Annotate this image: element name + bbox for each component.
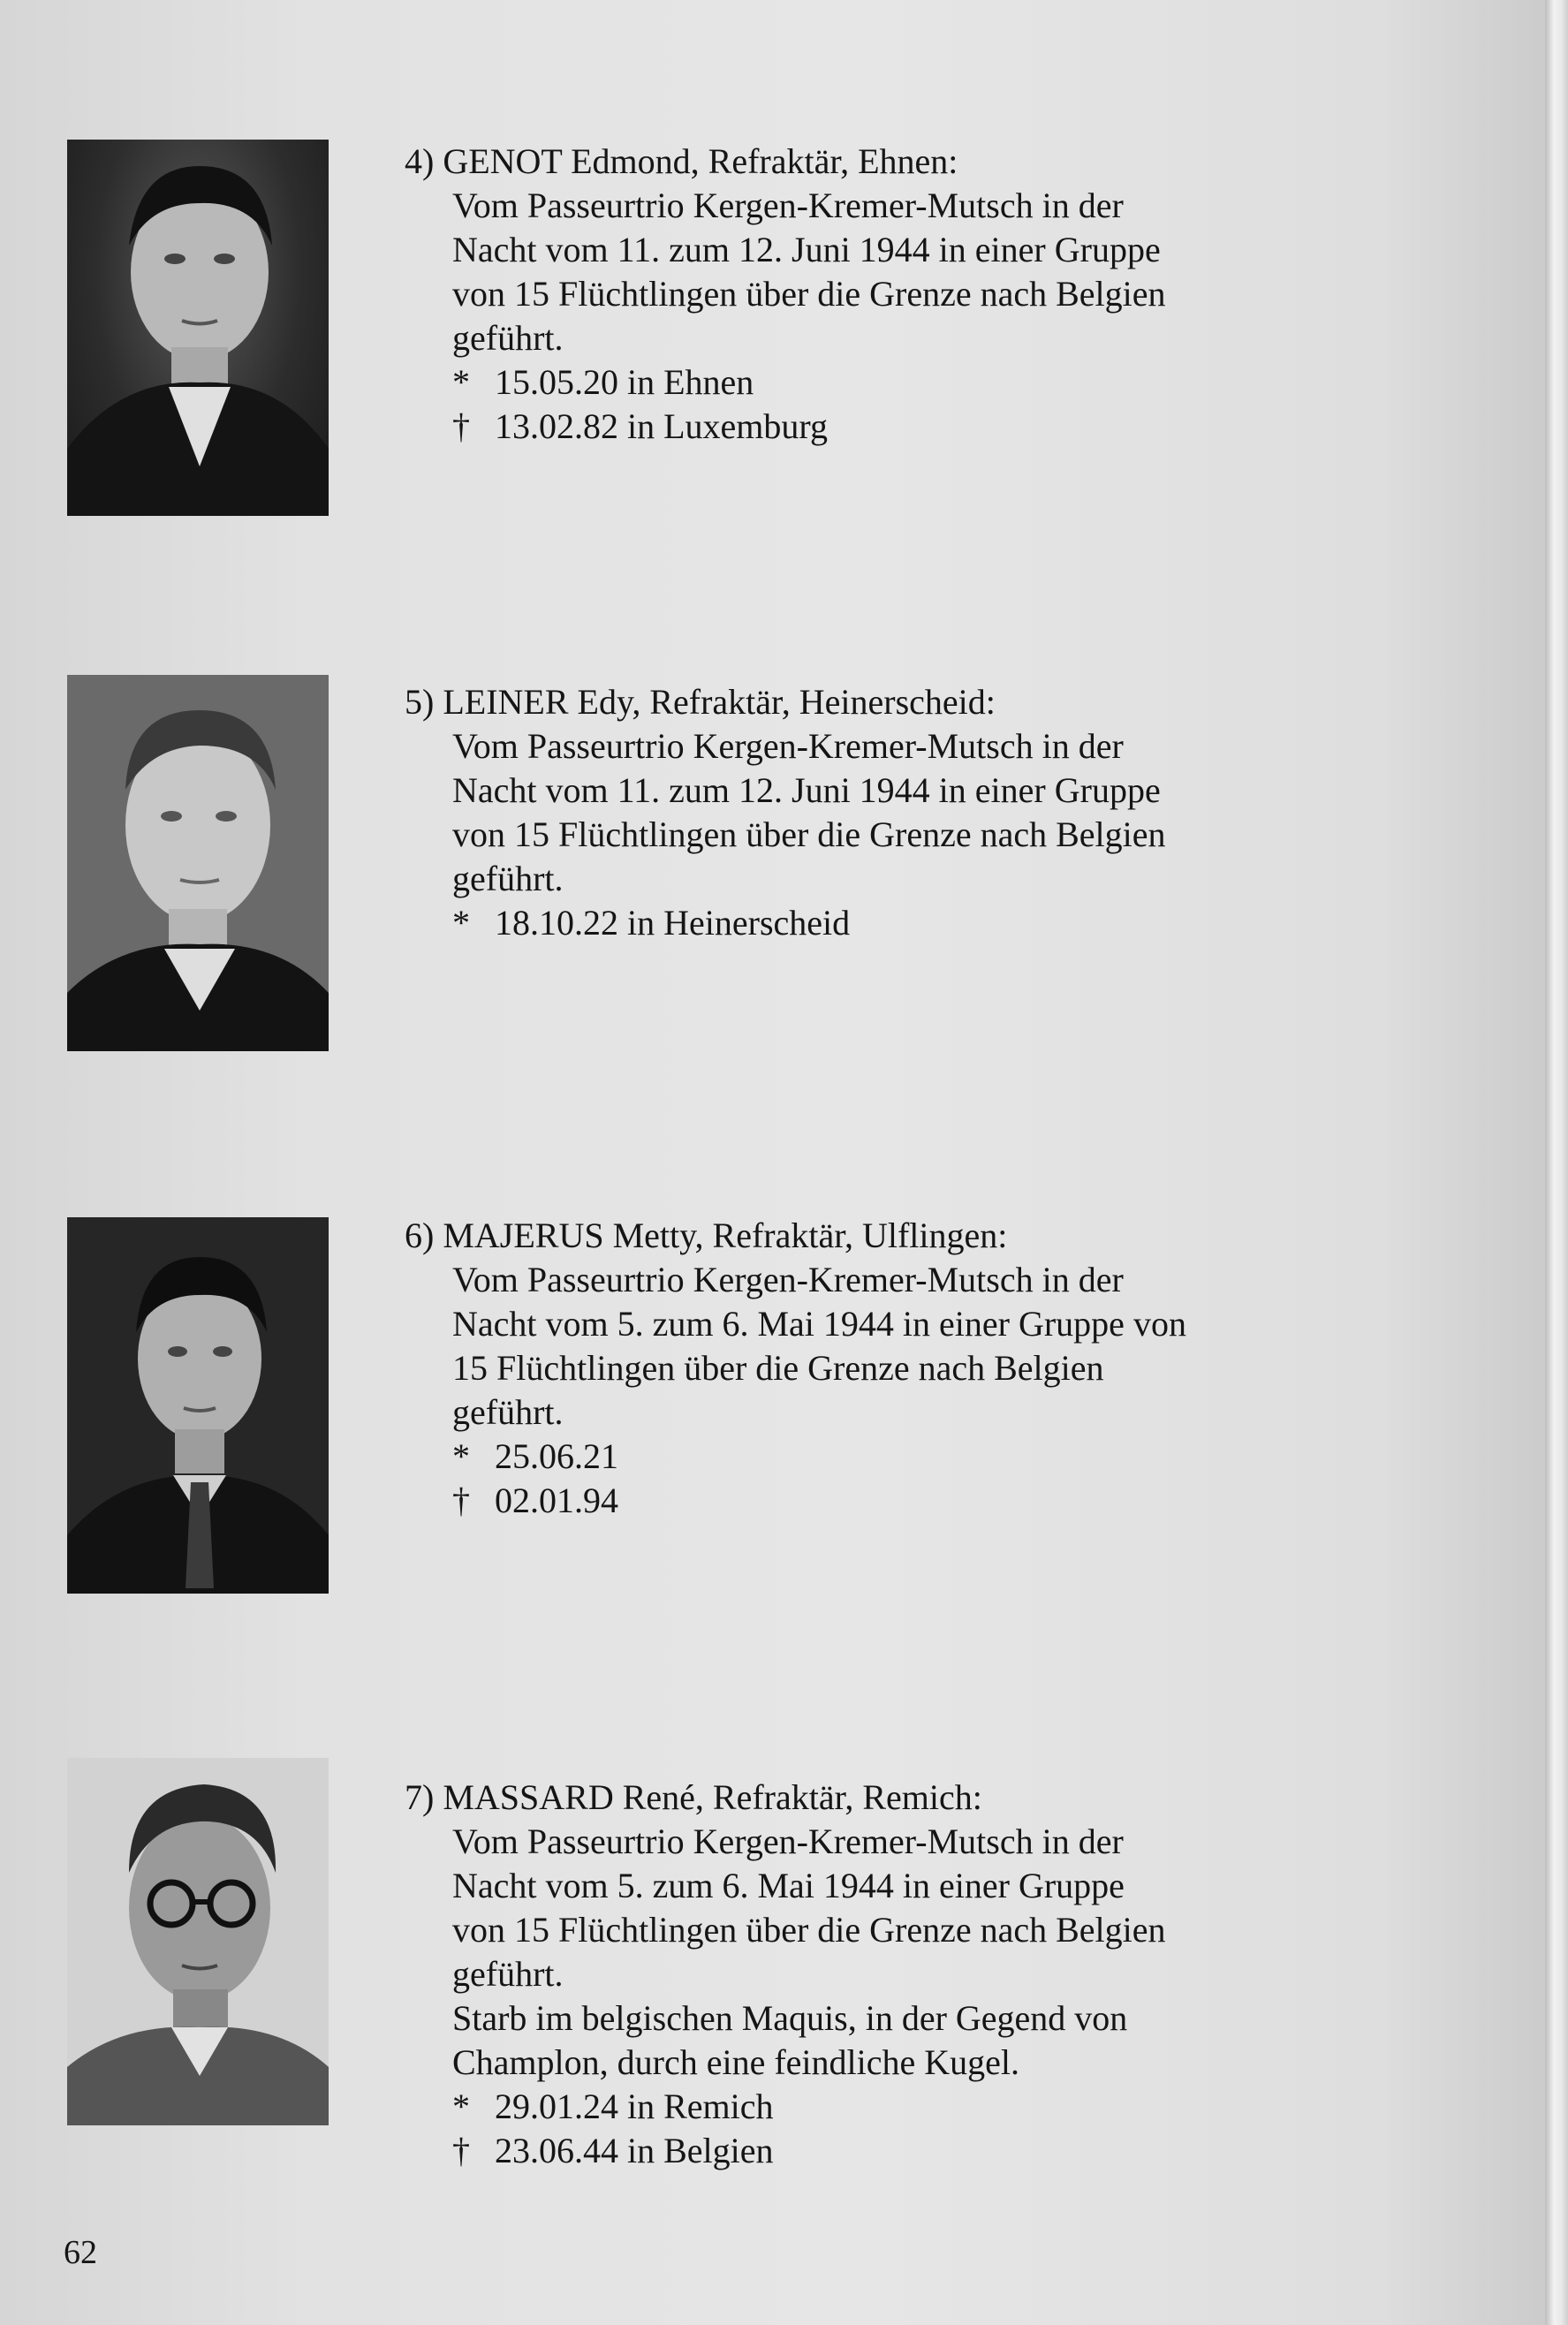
birth-date: 15.05.20 in Ehnen xyxy=(495,362,754,402)
entry-body-line: Vom Passeurtrio Kergen-Kremer-Mutsch in der xyxy=(452,726,1124,766)
death-symbol: † xyxy=(452,406,470,446)
birth-line xyxy=(405,901,1376,945)
entry-body-line: geführt. xyxy=(452,1954,564,1994)
entry-body-line: 15 Flüchtlingen über die Grenze nach Belgien xyxy=(452,1348,1104,1388)
entry-body-line: Vom Passeurtrio Kergen-Kremer-Mutsch in der xyxy=(452,186,1124,225)
portrait-photo-genot xyxy=(67,140,329,516)
portrait-image xyxy=(67,1758,329,2125)
entry-body-line: Starb im belgischen Maquis, in der Gegend von xyxy=(452,1998,1128,2038)
entry-body-line: von 15 Flüchtlingen über die Grenze nach Belgien xyxy=(452,1910,1166,1950)
birth-symbol: * xyxy=(452,1436,470,1476)
entry-body-line: Nacht vom 5. zum 6. Mai 1944 in einer Gruppe von xyxy=(452,1304,1186,1344)
entry-body-line: geführt. xyxy=(452,1392,564,1432)
entry-body-line: Nacht vom 5. zum 6. Mai 1944 in einer Gruppe xyxy=(452,1866,1125,1905)
birth-symbol: * xyxy=(452,362,470,402)
birth-line xyxy=(405,2085,1376,2129)
entry-body-line: geführt. xyxy=(452,859,564,898)
entry-body-line: geführt. xyxy=(452,318,564,358)
portrait-image xyxy=(67,140,329,516)
entry-body-line: Champlon, durch eine feindliche Kugel. xyxy=(452,2042,1020,2082)
death-date: 23.06.44 in Belgien xyxy=(495,2131,774,2170)
page-number: 62 xyxy=(64,2234,97,2271)
entry-body-line: Vom Passeurtrio Kergen-Kremer-Mutsch in der xyxy=(452,1821,1124,1861)
book-spine xyxy=(1545,0,1568,2325)
birth-line xyxy=(405,1435,1376,1479)
entry-body-line: Vom Passeurtrio Kergen-Kremer-Mutsch in der xyxy=(452,1260,1124,1299)
birth-symbol: * xyxy=(452,2086,470,2126)
entry-body-line: von 15 Flüchtlingen über die Grenze nach Belgien xyxy=(452,814,1166,854)
entry-body-line: Nacht vom 11. zum 12. Juni 1944 in einer Gruppe xyxy=(452,770,1161,810)
entry-heading: 5) LEINER Edy, Refraktär, Heinerscheid: xyxy=(405,682,996,722)
entry-heading: 4) GENOT Edmond, Refraktär, Ehnen: xyxy=(405,141,958,181)
entry-body-line: von 15 Flüchtlingen über die Grenze nach Belgien xyxy=(452,274,1166,314)
entry-heading: 7) MASSARD René, Refraktär, Remich: xyxy=(405,1777,982,1817)
death-symbol: † xyxy=(452,2131,470,2170)
birth-date: 18.10.22 in Heinerscheid xyxy=(495,903,851,943)
death-date: 02.01.94 xyxy=(495,1481,618,1520)
death-line xyxy=(405,1479,1376,1523)
portrait-photo-massard xyxy=(67,1758,329,2125)
portrait-image xyxy=(67,675,329,1051)
entry-heading: 6) MAJERUS Metty, Refraktär, Ulflingen: xyxy=(405,1216,1008,1255)
death-line xyxy=(405,405,1376,449)
birth-date: 29.01.24 in Remich xyxy=(495,2086,774,2126)
portrait-photo-leiner xyxy=(67,675,329,1051)
death-date: 13.02.82 in Luxemburg xyxy=(495,406,829,446)
birth-date: 25.06.21 xyxy=(495,1436,618,1476)
portrait-image xyxy=(67,1217,329,1594)
entry-body-line: Nacht vom 11. zum 12. Juni 1944 in einer Gruppe xyxy=(452,230,1161,269)
birth-line xyxy=(405,360,1376,405)
death-symbol: † xyxy=(452,1481,470,1520)
birth-symbol: * xyxy=(452,903,470,943)
portrait-photo-majerus xyxy=(67,1217,329,1594)
death-line xyxy=(405,2129,1376,2173)
